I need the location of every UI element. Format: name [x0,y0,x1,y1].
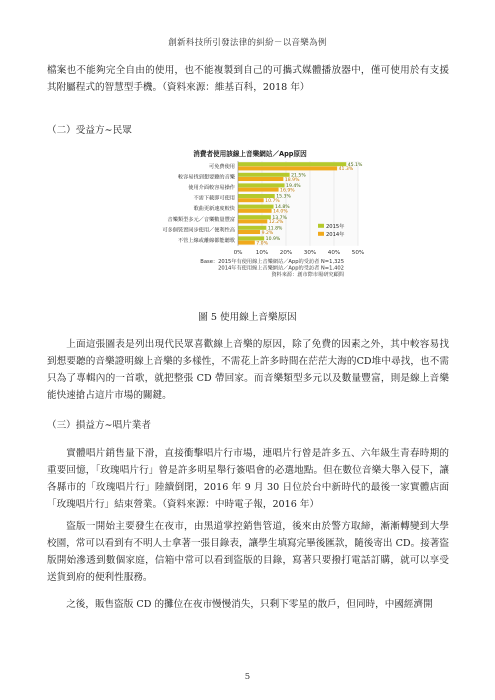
bar-2015 [238,236,264,240]
x-tick-label: 40% [327,249,341,256]
bar-2015 [238,194,275,198]
bar-2015 [238,226,266,230]
category-label: 歌曲更新速度較快 [193,206,235,213]
data-label-2015: 21.5% [291,173,306,179]
running-header: 創新科技所引發法律的糾紛－以音樂為例 [168,38,327,48]
category-label: 使用介面較容易操作 [188,185,235,191]
legend-label-2015: 2015年 [326,223,345,230]
x-tick-label: 30% [303,249,317,256]
chart-note: 2014年有使用線上音樂網站／App的受訪者 N=1,402 [218,265,344,272]
category-label: 不管上線或離線都能聽歌 [177,238,235,244]
data-label-2014: 7.0% [256,241,268,247]
paragraph-block-2 [47,336,449,404]
paragraph-block-4 [47,518,449,586]
bar-2014 [238,188,279,192]
paragraph-3: 實體唱片銷售量下滑，直接衝擊唱片行市場，連唱片行曾是許多五、六年級生青春時期的重要回憶，「玫瑰唱片行」曾是許多明星舉行簽唱會的必選地點。但在數位音樂大舉入侵下，讓各縣市的「玫瑰唱片行」陸續倒閉，2016 年 9 月 30 日位於台中新時代的最後一家實體店面「玫瑰唱片行」結束營業。（資料來源：中時電子報，2016 年） [47,448,449,510]
data-label-2014: 12.2% [268,220,284,226]
paragraph-2: 上面這張圖表是列出現代民眾喜歡線上音樂的原因，除了免費的因素之外，其中較容易找到想要聽的音樂證明線上音樂的多樣性，不需花上許多時間在茫茫大海的CD堆中尋找，也不需只為了專輯內的一首歌，就把整張 CD 帶回家。而音樂類型多元以及數量豐富，則是線上音樂能快速搶占這片市場的關鍵。 [47,339,449,401]
x-tick-label: 20% [279,249,293,256]
data-label-2014: 41.3% [338,167,354,173]
chart-svg [130,148,370,298]
bar-2015 [238,173,290,177]
bar-2015 [238,215,271,219]
data-label-2015: 14.8% [275,205,290,211]
category-label: 可多個裝置同步使用／便利性高 [162,227,235,234]
bar-2015 [238,205,274,209]
category-label: 音樂類型多元／音樂數量豐富 [167,216,235,223]
x-tick-label: 0% [233,249,243,256]
chart-note: 資料來源：創市際市場研究顧問 [271,272,344,278]
paragraph-block-3 [47,445,449,513]
category-label: 不需下載即可使用 [193,195,235,202]
category-label: 可免費使用 [209,163,235,170]
section-heading-loss-record-industry: （三）損益方∼唱片業者 [47,420,151,431]
data-label-2014: 14.0% [273,209,288,215]
data-label-2015: 13.7% [272,215,287,221]
bar-2014 [238,198,264,202]
bar-2014 [238,166,337,170]
usage-reasons-chart [130,148,370,298]
bar-2014 [238,230,260,234]
paragraph-line-data-source [47,62,449,96]
paragraph-5: 之後，販售盜版 CD 的攤位在夜市慢慢消失，只剩下零星的散戶，但同時，中國經濟開 [66,599,433,610]
chart-title: 消費者使用該線上音樂網站／App原因 [193,150,307,158]
data-label-2015: 10.9% [265,237,281,242]
chart-note: Base：2015年有使用線上音樂網站／App的受訪者 N=1,325 [200,258,344,265]
legend-swatch-2015 [318,224,324,228]
data-label-2014: 10.7% [265,199,280,204]
data-label-2015: 19.4% [286,184,301,189]
data-label-2015: 11.8% [267,226,283,232]
bar-2015 [238,183,285,187]
data-label-2014: 16.9% [280,188,295,194]
data-label-2014: 9.2% [261,230,274,236]
figure-caption: 圖 5 使用線上音樂原因 [198,312,297,323]
x-tick-label: 50% [351,249,365,256]
bar-2014 [238,241,255,245]
x-tick-label: 10% [255,249,269,256]
data-label-2015: 15.3% [276,194,291,200]
bar-2014 [238,177,283,181]
paragraph-4: 盜版一開始主要發生在夜市，由黑道掌控銷售管道，後來由於警方取締，漸漸轉變到大學校園，常可以看到有不明人士拿著一張目錄表，讓學生填寫完畢後匯款，隨後寄出 CD。接著盜版開始滲透到數個家庭，信箱中常可以看到盜版的目錄，寫著只要撥打電話訂購，就可以享受送貨到府的便利性服務。 [47,521,449,583]
legend-label-2014: 2014年 [326,231,345,238]
paragraph-1: 檔案也不能夠完全自由的使用，也不能複製到自己的可攜式媒體播放器中，僅可使用於有支援其附屬程式的智慧型手機。（資料來源：維基百科，2018 年） [47,65,449,93]
page-number: 5 [244,672,251,682]
paragraph-block-5 [47,596,449,613]
category-label: 較容易找到想要聽的音樂 [177,174,235,181]
section-heading-beneficiary-public: （二）受益方∼民眾 [47,125,132,136]
data-label-2014: 18.9% [284,177,300,183]
bar-2014 [238,209,272,213]
data-label-2015: 45.1% [347,162,363,168]
bar-2015 [238,162,346,166]
legend-swatch-2014 [318,232,324,236]
bar-2014 [238,219,267,223]
